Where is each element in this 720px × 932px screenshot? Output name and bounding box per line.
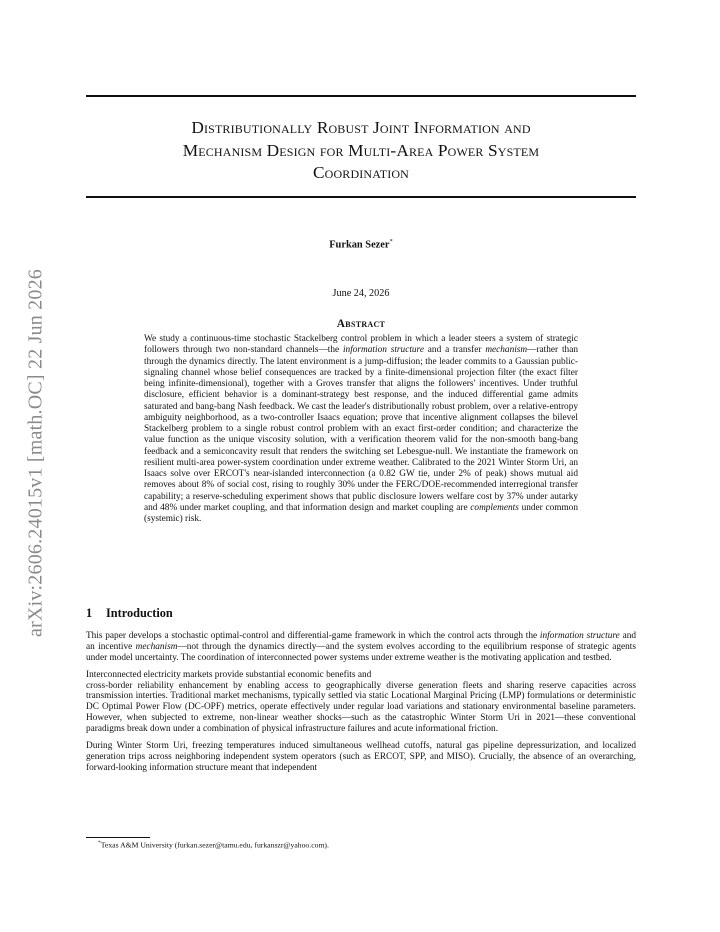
paper-date: June 24, 2026 xyxy=(332,288,390,299)
paragraph-text: cross-border reliability enhancement by enabling access to geographically diverse generation fleets and sharing reserve capacities across transmission interties. Traditional market mechanisms, typically settled via static Locational Marginal Pricing (LMP) formulations or deterministic DC Optimal Power Flow (DC-OPF) metrics, operate effectively under regular load variations and stationary environmental baseline parameters. However, when subjected to extreme, non-linear weather shocks—such as the catastrophic Winter Storm Uri in 2021—these conventional paradigms break down under a combination of physical infrastructure failures and acute informational friction. xyxy=(86,680,636,734)
title-line-3: Coordination xyxy=(313,163,409,182)
title-line-2: Mechanism Design for Multi-Area Power System xyxy=(182,140,540,160)
abstract-emphasis: complements xyxy=(470,502,519,513)
paper-title xyxy=(86,117,636,185)
paragraph-emphasis: mechanism xyxy=(135,641,178,652)
paragraph-text: Interconnected electricity markets provide substantial economic benefits and xyxy=(86,669,372,680)
section-title: Introduction xyxy=(106,606,173,620)
body-text xyxy=(86,631,636,780)
abstract-emphasis: mechanism xyxy=(485,345,528,356)
abstract-heading: Abstract xyxy=(336,318,386,330)
title-rule-top xyxy=(86,95,636,97)
abstract-body xyxy=(144,334,578,525)
paragraph-text: and an incentive xyxy=(86,631,636,652)
author-block xyxy=(86,238,636,250)
abstract-text: and a transfer xyxy=(423,345,486,356)
section-heading xyxy=(86,606,173,621)
body-paragraph-3: During Winter Storm Uri, freezing temperatures induced simultaneous wellhead cutoffs, natural gas pipeline depressurization, and localized generation trips across neighboring independent system operators (such as ERCOT, SPP, and MISO). Crucially, the absence of an overarching, forward-looking information structure meant that independent xyxy=(86,741,636,773)
paragraph-emphasis: information structure xyxy=(539,631,620,641)
abstract-text: We study a continuous-time stochastic Stackelberg control problem in which a leader steers a system of strategic followers through two non-standard channels—the xyxy=(144,334,578,356)
paragraph-text: This paper develops a stochastic optimal-control and differential-game framework in which the control acts through the xyxy=(86,631,540,641)
title-rule-bottom xyxy=(86,196,636,198)
footnote xyxy=(98,840,329,850)
abstract-text: —rather than through the dynamics directly. The latent environment is a jump-diffusion; the leader commits to a Gaussian public-signaling channel whose belief consequences are tracked by a finite-dimensional projection filter (the exact filter being infinite-dimensional), together with a Groves transfer that aligns the followers' incentives. Under truthful disclosure, efficient behavior is a dominant-strategy best response, and the induced differential game admits saturated and bang-bang Nash feedback. We cast the leader's distributionally robust problem, over a relative-entropy ambiguity neighborhood, as a two-controller Isaacs equation; prove that incentive alignment collapses the bilevel Stackelberg problem to a single robust control problem with an exact first-order condition; and characterize the value function as the unique viscosity solution, with a verification theorem valid for the non-smooth bang-bang feedback and a semiconcavity result that renders the switching set Lebesgue-null. We instantiate the framework on resilient multi-area power-system coordination under extreme weather. Calibrated to the 2021 Winter Storm Uri, an Isaacs solve over ERCOT's near-islanded interconnection (a 0.82 GW tie, under 2% of peak) shows mutual aid removes about 8% of social cost, rising to roughly 30% under the FERC/DOE-recommended interregional transfer capability; a reserve-scheduling experiment shows that public disclosure lowers welfare cost by 37% under autarky and 48% under market coupling, and that information design and market coupling are xyxy=(144,345,578,513)
arxiv-identifier-text: arXiv:2606.24015v1 [math.OC] 22 Jun 2026 xyxy=(24,269,47,637)
footnote-rule xyxy=(86,837,150,838)
footnote-mark: * xyxy=(98,840,101,846)
abstract-emphasis: information structure xyxy=(342,345,424,356)
arxiv-identifier xyxy=(22,248,50,658)
author-name: Furkan Sezer xyxy=(329,239,390,251)
section-number: 1 xyxy=(86,606,93,620)
body-paragraph-1 xyxy=(86,631,636,663)
author-footnote-mark: * xyxy=(389,238,393,245)
body-paragraph-2 xyxy=(86,670,636,735)
title-line-1: Distributionally Robust Joint Information and xyxy=(191,118,531,137)
footnote-text: Texas A&M University (furkan.sezer@tamu.edu, furkanszr@yahoo.com). xyxy=(100,840,329,850)
paragraph-text: —not through the dynamics directly—and the system evolves according to the equilibrium response of strategic agents under model uncertainty. The coordination of interconnected power systems under extreme weather is the motivating application and testbed. xyxy=(86,641,636,663)
abstract-text: under common (systemic) risk. xyxy=(144,502,578,524)
